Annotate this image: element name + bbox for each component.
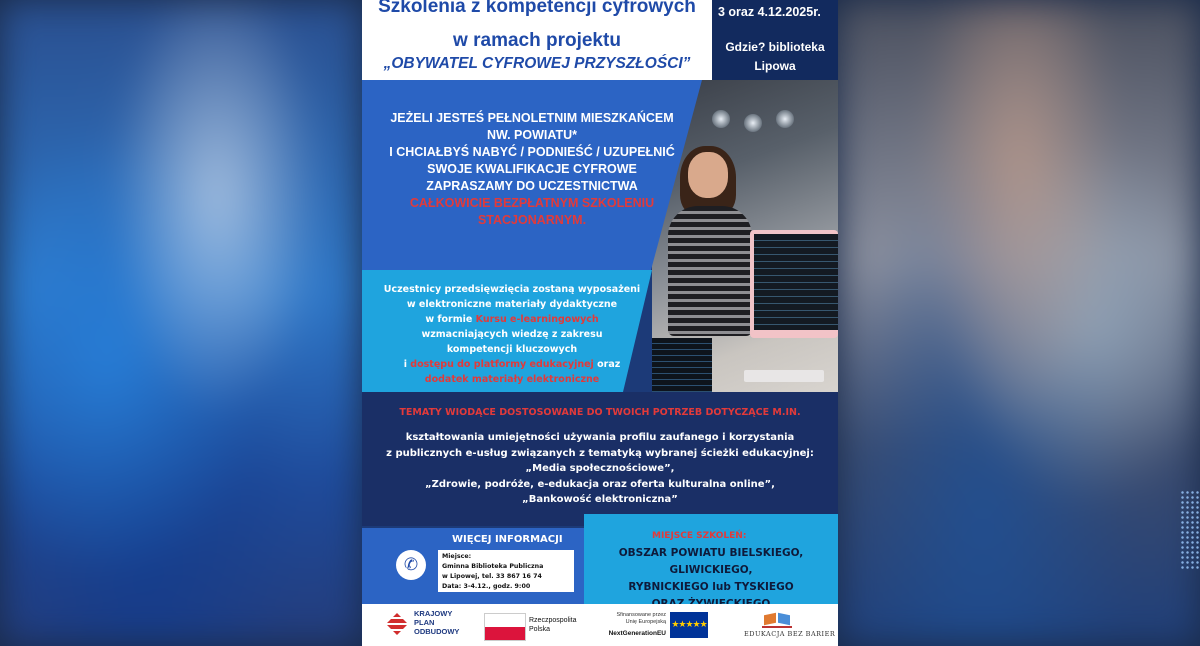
info-title: WIĘCEJ INFORMACJI bbox=[452, 534, 563, 545]
equipment-text-part: i bbox=[403, 359, 407, 370]
equipment-highlight: Kursu e-learningowych bbox=[475, 314, 599, 325]
intro-text bbox=[362, 110, 702, 229]
rp-logo-text bbox=[529, 616, 576, 634]
places-line: OBSZAR POWIATU BIELSKIEGO, bbox=[618, 547, 804, 559]
equipment-line bbox=[362, 312, 662, 327]
info-card-line: Gminna Biblioteka Publiczna bbox=[442, 563, 544, 570]
keyboard-icon bbox=[744, 370, 824, 382]
polish-flag-icon bbox=[484, 613, 526, 641]
eu-stars-icon: ★★★★★ bbox=[671, 620, 707, 630]
places-list bbox=[584, 545, 838, 613]
rp-line: Polska bbox=[529, 626, 551, 633]
training-poster bbox=[362, 0, 838, 646]
info-card-line: w Lipowej, tel. 33 867 16 74 bbox=[442, 573, 542, 580]
lamp-icon bbox=[776, 110, 794, 128]
equipment-line: wzmacniających wiedzę z zakresu bbox=[421, 329, 603, 340]
equipment-text bbox=[362, 282, 662, 387]
poster-subtitle: w ramach projektu bbox=[453, 30, 621, 51]
places-heading: MIEJSCE SZKOLEŃ: bbox=[652, 531, 747, 541]
phone-icon: ✆ bbox=[403, 555, 419, 575]
eu-line: Unię Europejską bbox=[625, 619, 666, 625]
info-card bbox=[438, 550, 574, 592]
rp-line: Rzeczpospolita bbox=[529, 617, 577, 624]
kpo-line: PLAN bbox=[414, 618, 435, 627]
poster-title: Szkolenia z kompetencji cyfrowych bbox=[378, 0, 696, 17]
event-date: 3 oraz 4.12.2025r. bbox=[718, 5, 821, 19]
event-location bbox=[712, 38, 838, 76]
topics-line: z publicznych e-usług związanych z tematyką wybranej ścieżki edukacyjnej: bbox=[386, 447, 814, 459]
topics-line: „Media społecznościowe”, bbox=[525, 463, 675, 474]
places-line: GLIWICKIEGO, bbox=[669, 564, 753, 576]
topics-line: „Bankowość elektroniczna” bbox=[522, 494, 678, 505]
ebb-logo-text: EDUKACJA BEZ BARIER bbox=[744, 630, 836, 638]
decorative-dots bbox=[1180, 490, 1200, 570]
topics-list bbox=[362, 430, 838, 508]
topics-heading: TEMATY WIODĄCE DOSTOSOWANE DO TWOICH POTRZEB DOTYCZĄCE M.IN. bbox=[399, 407, 801, 418]
intro-line: ZAPRASZAMY DO UCZESTNICTWA bbox=[426, 179, 638, 193]
eu-line: Sfinansowane przez bbox=[616, 612, 666, 618]
places-line: RYBNICKIEGO lub TYSKIEGO bbox=[628, 581, 794, 593]
next-generation-eu: NextGenerationEU bbox=[608, 630, 666, 637]
info-card-line: Data: 3-4.12., godz. 9:00 bbox=[442, 583, 531, 590]
equipment-line: Uczestnicy przedsięwzięcia zostaną wyposażeni bbox=[383, 284, 641, 295]
info-card-line: Miejsce: bbox=[442, 553, 472, 560]
blurred-background-right bbox=[838, 0, 1200, 646]
intro-highlight: CAŁKOWICIE BEZPŁATNYM SZKOLENIU bbox=[409, 196, 655, 210]
open-book-icon bbox=[762, 612, 792, 628]
intro-line: JEŻELI JESTEŚ PEŁNOLETNIM MIESZKAŃCEM bbox=[390, 111, 674, 125]
eu-funding-text bbox=[598, 612, 666, 626]
equipment-highlight: dostępu do platformy edukacyjnej bbox=[410, 359, 594, 370]
project-name: „OBYWATEL CYFROWEJ PRZYSZŁOŚCI” bbox=[383, 55, 691, 72]
equipment-text-part: oraz bbox=[597, 359, 621, 370]
location-line-1: Gdzie? biblioteka bbox=[725, 40, 825, 54]
topics-line: kształtowania umiejętności używania profilu zaufanego i korzystania bbox=[405, 432, 795, 443]
location-line-2: Lipowa bbox=[754, 59, 796, 73]
intro-line: SWOJE KWALIFIKACJE CYFROWE bbox=[427, 162, 637, 176]
topics-line: „Zdrowie, podróże, e-edukacja oraz oferta kulturalna online”, bbox=[425, 478, 775, 490]
kpo-line: KRAJOWY bbox=[414, 609, 453, 618]
equipment-text-part: w formie bbox=[425, 314, 473, 325]
kpo-logo-text bbox=[414, 609, 459, 636]
blurred-background-left bbox=[0, 0, 362, 646]
intro-highlight: STACJONARNYM. bbox=[477, 213, 587, 227]
equipment-line bbox=[362, 357, 662, 372]
lamp-icon bbox=[712, 110, 730, 128]
title-box bbox=[362, 0, 712, 80]
intro-line: I CHCIAŁBYŚ NABYĆ / PODNIEŚĆ / UZUPEŁNIĆ bbox=[389, 145, 675, 159]
kpo-line: ODBUDOWY bbox=[414, 627, 460, 636]
equipment-highlight: dodatek materiały elektroniczne bbox=[424, 374, 600, 385]
date-box bbox=[712, 0, 838, 80]
lamp-icon bbox=[744, 114, 762, 132]
equipment-line: w elektroniczne materiały dydaktyczne bbox=[406, 299, 618, 310]
equipment-line: kompetencji kluczowych bbox=[446, 344, 578, 355]
intro-line: NW. POWIATU* bbox=[486, 128, 578, 142]
code-screen bbox=[754, 234, 838, 330]
